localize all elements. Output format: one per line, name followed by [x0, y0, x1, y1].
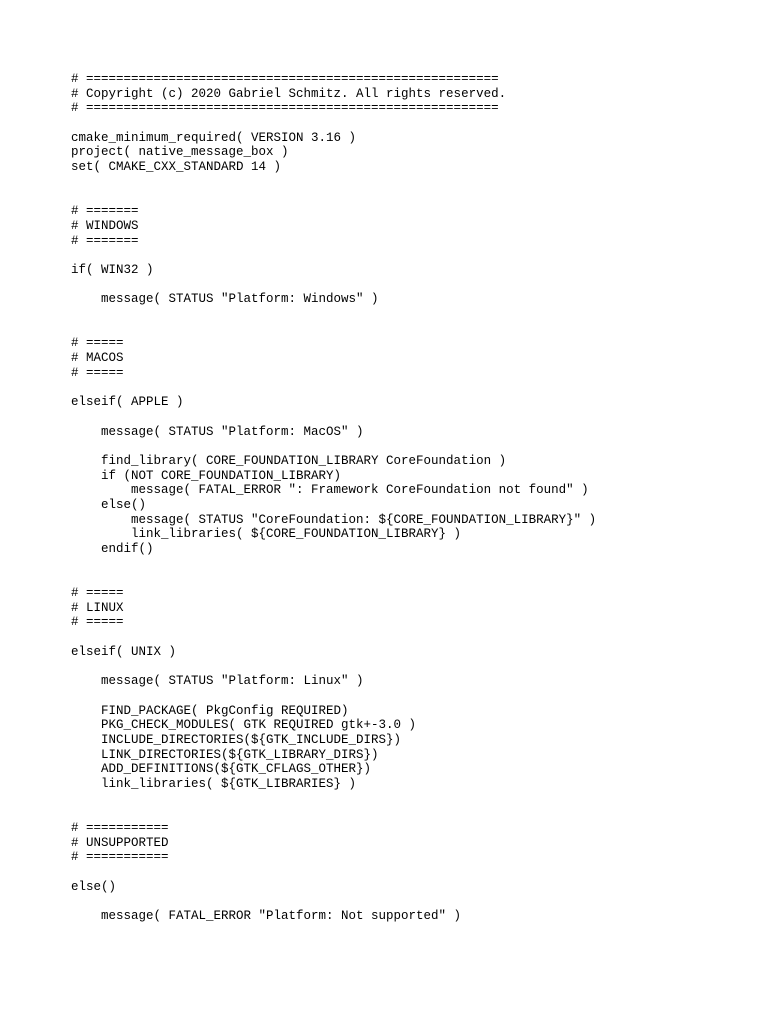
code-line: message( FATAL_ERROR ": Framework CoreFoundation not found" ) — [71, 483, 589, 498]
code-line: cmake_minimum_required( VERSION 3.16 ) — [71, 130, 357, 145]
code-line: else() — [71, 497, 147, 512]
code-line: # ===== — [71, 615, 124, 630]
code-line — [71, 895, 751, 910]
code-line: # ===== — [71, 365, 124, 380]
code-line: message( STATUS "Platform: Windows" ) — [71, 292, 379, 307]
code-line: # Copyright (c) 2020 Gabriel Schmitz. All rights reserved. — [71, 86, 507, 101]
code-line — [71, 571, 751, 586]
code-line: message( FATAL_ERROR "Platform: Not supported" ) — [71, 909, 462, 924]
code-line: # =========== — [71, 821, 169, 836]
code-line: ADD_DEFINITIONS(${GTK_CFLAGS_OTHER}) — [71, 762, 372, 777]
code-line — [71, 557, 751, 572]
code-line — [71, 439, 751, 454]
code-line — [71, 806, 751, 821]
code-line: # =========== — [71, 850, 169, 865]
code-line: message( STATUS "CoreFoundation: ${CORE_FOUNDATION_LIBRARY}" ) — [71, 512, 597, 527]
code-line — [71, 630, 751, 645]
code-line — [71, 322, 751, 337]
code-line: # WINDOWS — [71, 218, 139, 233]
code-line — [71, 865, 751, 880]
code-line — [71, 248, 751, 263]
code-line: # ===== — [71, 336, 124, 351]
code-line: # ======================================================= — [71, 72, 499, 86]
code-line: elseif( APPLE ) — [71, 395, 184, 410]
code-line — [71, 689, 751, 704]
code-line — [71, 792, 751, 807]
code-line: elseif( UNIX ) — [71, 644, 177, 659]
code-line: # ======= — [71, 204, 139, 219]
code-line: link_libraries( ${CORE_FOUNDATION_LIBRARY} ) — [71, 527, 462, 542]
code-line — [71, 307, 751, 322]
code-line: message( STATUS "Platform: MacOS" ) — [71, 424, 364, 439]
code-line: project( native_message_box ) — [71, 145, 289, 160]
code-line: # ===== — [71, 586, 124, 601]
code-line: endif() — [71, 542, 154, 556]
code-line: # ======================================================= — [71, 101, 499, 116]
code-line — [71, 175, 751, 190]
code-line — [71, 278, 751, 293]
code-line: find_library( CORE_FOUNDATION_LIBRARY CoreFoundation ) — [71, 453, 507, 468]
code-line: FIND_PACKAGE( PkgConfig REQUIRED) — [71, 703, 349, 718]
code-line: if( WIN32 ) — [71, 262, 154, 277]
code-line — [71, 380, 751, 395]
code-line: # UNSUPPORTED — [71, 835, 169, 850]
code-line: set( CMAKE_CXX_STANDARD 14 ) — [71, 160, 282, 175]
code-line — [71, 410, 751, 425]
code-line: # MACOS — [71, 351, 124, 366]
code-line: message( STATUS "Platform: Linux" ) — [71, 674, 364, 689]
code-line: # LINUX — [71, 600, 124, 615]
code-line: # ======= — [71, 233, 139, 248]
code-line: LINK_DIRECTORIES(${GTK_LIBRARY_DIRS}) — [71, 747, 379, 762]
code-line: if (NOT CORE_FOUNDATION_LIBRARY) — [71, 468, 342, 483]
code-line: link_libraries( ${GTK_LIBRARIES} ) — [71, 777, 357, 791]
document-page — [71, 72, 751, 924]
code-line — [71, 660, 751, 675]
code-line: PKG_CHECK_MODULES( GTK REQUIRED gtk+-3.0 ) — [71, 718, 417, 733]
code-line — [71, 116, 751, 131]
code-block — [71, 72, 751, 924]
code-line — [71, 190, 751, 205]
code-line: INCLUDE_DIRECTORIES(${GTK_INCLUDE_DIRS}) — [71, 732, 402, 747]
code-line: else() — [71, 879, 117, 894]
